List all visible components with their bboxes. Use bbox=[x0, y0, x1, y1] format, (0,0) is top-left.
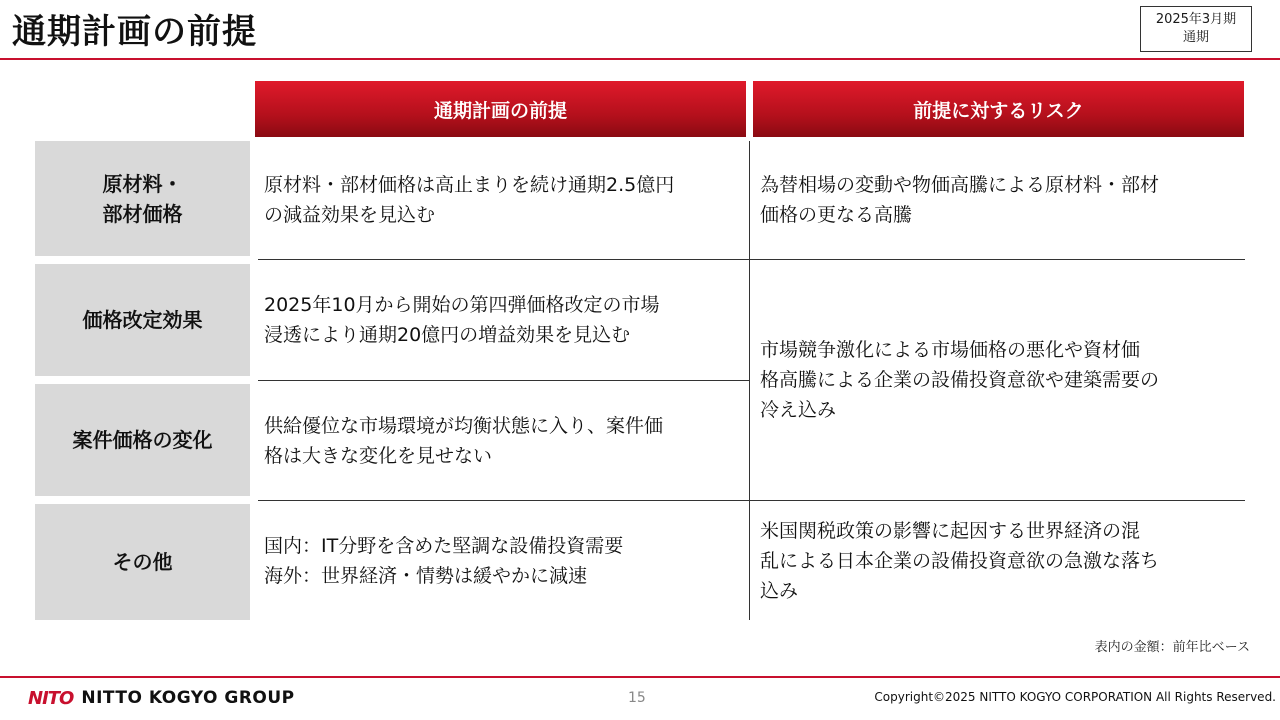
row-label-line: その他 bbox=[112, 550, 173, 574]
row-label-price-revision bbox=[35, 264, 250, 376]
risk-line: 価格の更なる高騰 bbox=[760, 204, 913, 226]
risk-line: 市場競争激化による市場価格の悪化や資材価 bbox=[760, 339, 1141, 361]
risk-line: 込み bbox=[760, 579, 799, 602]
row-label-project-price bbox=[35, 384, 250, 496]
copyright: Copyright©2025 NITTO KOGYO CORPORATION All Rights Reserved. bbox=[874, 690, 1276, 704]
premise-line: 供給優位な市場環境が均衡状態に入り、案件価 bbox=[264, 414, 664, 437]
risk-line: 米国関税政策の影響に起因する世界経済の混 bbox=[760, 519, 1141, 542]
company-logo bbox=[28, 686, 295, 710]
row-label-line: 案件価格の変化 bbox=[72, 428, 213, 452]
row-label-line: 価格改定効果 bbox=[82, 308, 203, 332]
period-year: 2025年3月期 bbox=[1155, 12, 1237, 27]
period-badge bbox=[1140, 6, 1252, 52]
premise-cell-other bbox=[264, 501, 744, 620]
premise-line: 浸透により通期20億円の増益効果を見込む bbox=[264, 324, 631, 346]
premise-cell-price-revision bbox=[264, 260, 744, 380]
footer-divider bbox=[0, 676, 1280, 678]
period-term: 通期 bbox=[1182, 30, 1209, 45]
risk-cell-market bbox=[760, 260, 1244, 500]
premise-line: 国内：IT分野を含めた堅調な設備投資需要 bbox=[264, 534, 624, 557]
risk-line: 為替相場の変動や物価高騰による原材料・部材 bbox=[760, 174, 1160, 196]
premise-line: の減益効果を見込む bbox=[264, 204, 436, 226]
row-divider bbox=[258, 500, 1245, 501]
premise-line: 格は大きな変化を見せない bbox=[264, 444, 493, 467]
row-label-line: 原材料・ bbox=[102, 171, 183, 196]
column-divider bbox=[749, 141, 750, 620]
row-divider bbox=[258, 259, 1245, 260]
premise-cell-project-price bbox=[264, 381, 744, 500]
premise-line: 原材料・部材価格は高止まりを続け通期2.5億円 bbox=[264, 174, 675, 196]
risk-cell-materials bbox=[760, 141, 1244, 259]
logo-mark: NITO bbox=[28, 687, 74, 709]
premise-line: 2025年10月から開始の第四弾価格改定の市場 bbox=[264, 294, 660, 316]
column-header-risk: 前提に対するリスク bbox=[753, 81, 1244, 137]
row-label-materials bbox=[35, 141, 250, 256]
column-header-premise: 通期計画の前提 bbox=[255, 81, 746, 137]
risk-line: 乱による日本企業の設備投資意欲の急激な落ち bbox=[760, 549, 1160, 572]
logo-text: NITTO KOGYO GROUP bbox=[81, 688, 295, 708]
page-number: 15 bbox=[628, 690, 646, 706]
table-note: 表内の金額：前年比ベース bbox=[1094, 640, 1250, 655]
row-divider bbox=[258, 380, 749, 381]
risk-line: 冷え込み bbox=[760, 399, 837, 421]
premise-cell-materials bbox=[264, 141, 744, 259]
risk-line: 格高騰による企業の設備投資意欲や建築需要の bbox=[760, 369, 1160, 391]
row-label-other bbox=[35, 504, 250, 620]
row-label-line: 部材価格 bbox=[102, 201, 183, 226]
page-title: 通期計画の前提 bbox=[12, 12, 257, 52]
title-divider bbox=[0, 58, 1280, 60]
premise-line: 海外：世界経済・情勢は緩やかに減速 bbox=[264, 564, 588, 587]
risk-cell-other bbox=[760, 501, 1244, 620]
